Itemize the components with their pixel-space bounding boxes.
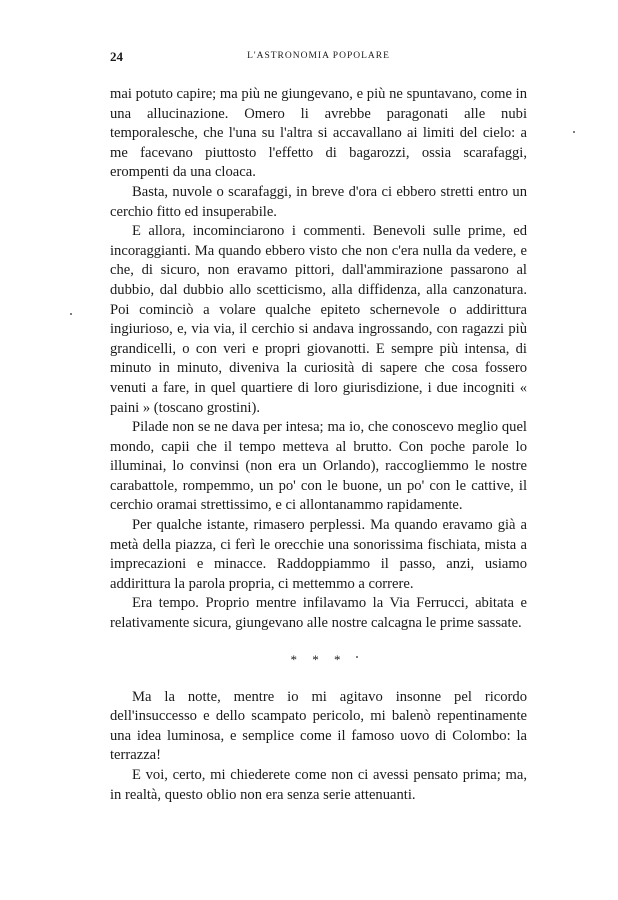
running-title: L'ASTRONOMIA POPOLARE: [247, 51, 390, 61]
scan-speck: [573, 131, 575, 133]
paragraph: Basta, nuvole o scarafaggi, in breve d'ora ci ebbero stretti entro un cerchio fitto ed insuperabile.: [110, 183, 527, 220]
paragraph: Pilade non se ne dava per intesa; ma io, che conoscevo meglio quel mondo, capii che il tempo metteva al brutto. Con poche parole lo illuminai, lo convinsi (non era un Orlando), raccogliemmo le nostre carabattole, rompemmo, un po' con le buone, un po' con le cattive, il cerchio oramai strettissimo, e ci allontanammo rapidamente.: [110, 419, 527, 514]
body-text: [110, 85, 527, 805]
paragraph: mai potuto capire; ma più ne giungevano, e più ne spuntavano, come in una allucinazione. Omero li avrebbe paragonati alle nubi temporalesche, che l'una su l'altra si accavallano ai limiti del cielo: a me facevano piuttosto l'effetto di bagarozzi, ossia scarafaggi, erompenti da una cloaca.: [110, 86, 527, 181]
paragraph: E allora, incominciarono i commenti. Benevoli sulle prime, ed incoraggianti. Ma quando ebbero visto che non c'era nulla da vedere, e che, di sicuro, non eravamo pittori, dall'ammirazione passarono al dubbio, dal dubbio allo scetticismo, alla diffidenza, alla canzonatura. Poi cominciò a volare qualche epiteto schernevole o addirittura ingiurioso, e, via via, il cerchio si andava ingrossando, con ragazzi più grandicelli, o con veri e propri giovanotti. E sempre più intensa, di minuto in minuto, diveniva la curiosità di sapere che cosa fossero venuti a fare, in quel quartiere di loro giurisdizione, i due incogniti « paini » (toscano grostini).: [110, 223, 527, 416]
scan-speck: [70, 313, 72, 315]
paragraph: Ma la notte, mentre io mi agitavo insonne pel ricordo dell'insuccesso e dello scampato pericolo, mi balenò repentinamente una idea luminosa, e semplice come il famoso uovo di Colombo: la terrazza!: [110, 688, 527, 764]
section-separator: * * *: [290, 651, 347, 667]
page-header: [110, 49, 527, 69]
page-number: 24: [110, 49, 123, 64]
paragraph: Era tempo. Proprio mentre infilavamo la Via Ferrucci, abitata e relativamente sicura, giungevano alle nostre calcagna le prime sassate.: [110, 595, 527, 632]
paragraph: Per qualche istante, rimasero perplessi. Ma quando eravamo già a metà della piazza, ci ferì le orecchie una sonorissima fischiata, mista a imprecazioni e minacce. Raddoppiammo il passo, anzi, usiamo addirittura la parola propria, ci mettemmo a correre.: [110, 517, 527, 592]
scan-speck: [356, 656, 358, 658]
paragraph: E voi, certo, mi chiederete come non ci avessi pensato prima; ma, in realtà, questo oblio non era senza serie attenuanti.: [110, 767, 527, 803]
